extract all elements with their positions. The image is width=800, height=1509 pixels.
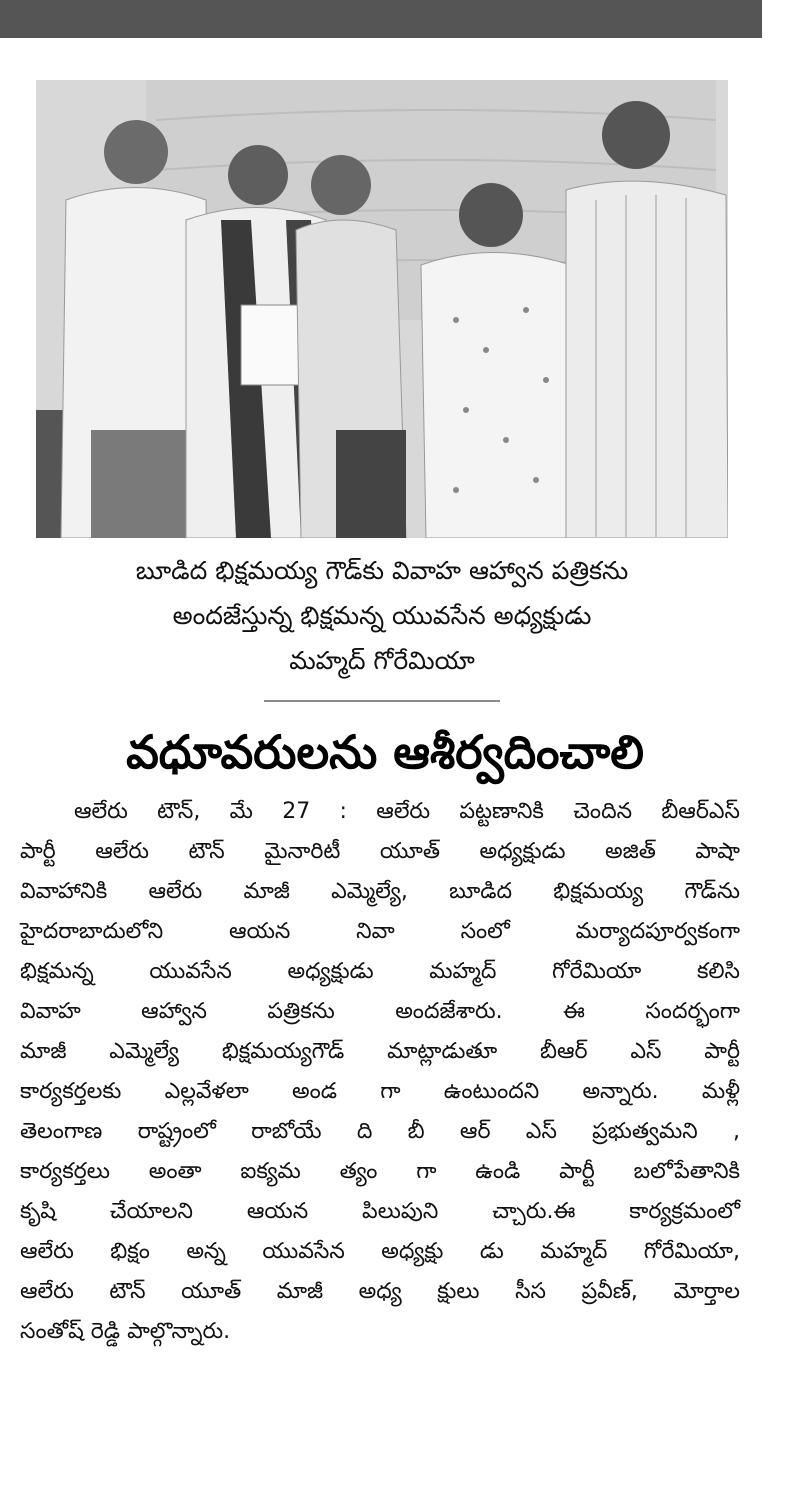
headline: వధూవరులను ఆశీర్వదించాలి bbox=[126, 725, 644, 779]
body-line: కార్యకర్తలు అంతా ఐక్యమ త్యం గా ఉండి పార్టీ బలోపేతానికి bbox=[20, 1159, 740, 1184]
body-line: కృషి చేయాలని ఆయన పిలుపుని చ్చారు.ఈ కార్యక్రమంలో bbox=[20, 1199, 740, 1224]
caption-line: అందజేస్తున్న భిక్షమన్న యువసేన అధ్యక్షుడు bbox=[172, 601, 592, 630]
caption-line: మహ్మద్ గోరేమియా bbox=[289, 646, 475, 675]
body-line: సంతోష్ రెడ్డి పాల్గొన్నారు. bbox=[20, 1319, 231, 1344]
photo-icon bbox=[36, 80, 728, 538]
body-line: కార్యకర్తలకు ఎల్లవేళలా అండ గా ఉంటుందని అన్నారు. మళ్లీ bbox=[20, 1079, 740, 1104]
body-line: తెలంగాణ రాష్ట్రంలో రాబోయే ది బీ ఆర్ ఎస్ ప్రభుత్వమని , bbox=[20, 1119, 740, 1144]
body-line: ఆలేరు భిక్షం అన్న యువసేన అధ్యక్షు డు మహ్మద్ గోరేమియా, bbox=[20, 1239, 740, 1264]
body-line: హైదరాబాదులోని ఆయన నివా సంలో మర్యాదపూర్వకంగా bbox=[20, 919, 740, 944]
body-line: ఆలేరు టౌన్, మే 27 : ఆలేరు పట్టణానికి చెందిన బీఆర్ఎస్ bbox=[74, 799, 740, 824]
photo-caption bbox=[36, 548, 728, 683]
body-line: భిక్షమన్న యువసేన అధ్యక్షుడు మహ్మద్ గోరేమియా కలిసి bbox=[20, 959, 740, 984]
body-line: మాజీ ఎమ్మెల్యే భిక్షమయ్యగౌడ్ మాట్లాడుతూ బీఆర్ ఎస్ పార్టీ bbox=[20, 1039, 740, 1064]
body-line: ఆలేరు టౌన్ యూత్ మాజీ అధ్య క్షులు సీస ప్రవీణ్, మోర్తాల bbox=[20, 1279, 740, 1304]
header-bar bbox=[0, 0, 762, 38]
body-line: పార్టీ ఆలేరు టౌన్ మైనారిటీ యూత్ అధ్యక్షుడు అజిత్ పాషా bbox=[20, 839, 740, 864]
article-body bbox=[20, 792, 740, 1352]
news-photo bbox=[36, 80, 728, 538]
divider bbox=[264, 700, 500, 702]
body-line: వివాహ ఆహ్వాన పత్రికను అందజేశారు. ఈ సందర్భంగా bbox=[20, 999, 740, 1024]
body-line: వివాహానికి ఆలేరు మాజీ ఎమ్మెల్యే, బూడిద భిక్షమయ్య గౌడ్‌ను bbox=[20, 879, 740, 904]
caption-line: బూడిద భిక్షమయ్య గౌడ్‌కు వివాహ ఆహ్వాన పత్రికను bbox=[135, 556, 629, 585]
